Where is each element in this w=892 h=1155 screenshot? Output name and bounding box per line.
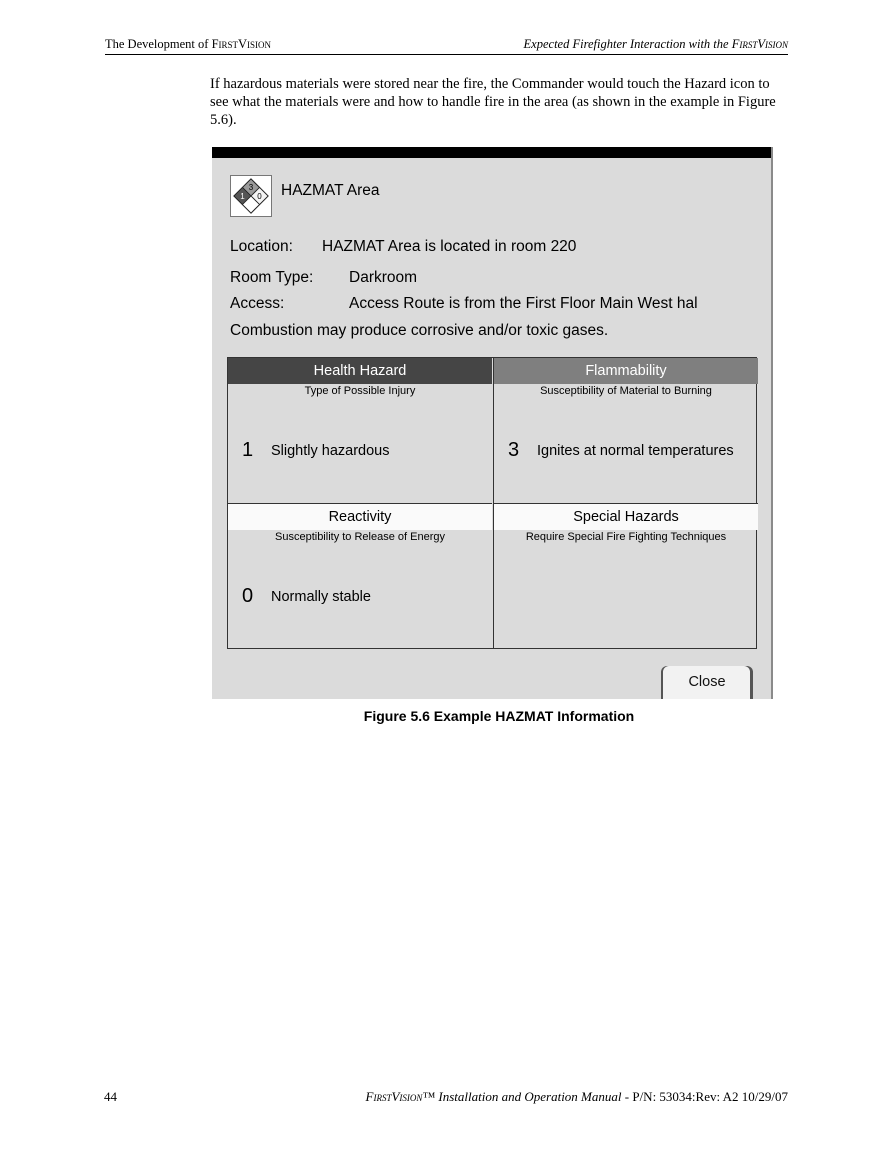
special-hazards-subtitle: Require Special Fire Fighting Techniques: [525, 531, 727, 543]
reactivity-cell: [228, 503, 492, 649]
combustion-note: Combustion may produce corrosive and/or toxic gases.: [230, 322, 609, 339]
special-hazards-cell: [493, 503, 758, 649]
footer-manual-title: [366, 1089, 788, 1105]
hazard-rating-grid: [227, 357, 757, 649]
screen-right-edge: [771, 147, 773, 699]
flammability-description: Ignites at normal temperatures: [537, 443, 734, 459]
icon-reactivity-number: 0: [257, 192, 262, 201]
icon-health-number: 1: [240, 192, 245, 201]
close-button[interactable]: Close: [661, 666, 753, 699]
flammability-rating: 3: [508, 439, 520, 461]
room-type-value: Darkroom: [349, 269, 418, 286]
footer-part-number: - P/N: 53034:Rev: A2 10/29/07: [621, 1089, 788, 1104]
special-hazards-header: Special Hazards: [494, 504, 758, 530]
hazmat-area-title: HAZMAT Area: [281, 182, 380, 199]
header-left-prefix: The Development of: [105, 37, 212, 51]
footer-title-rest: Installation and Operation Manual: [435, 1089, 622, 1104]
header-right-prefix: Expected Firefighter Interaction with the: [523, 37, 732, 51]
running-header: [105, 36, 788, 55]
flammability-subtitle: Susceptibility of Material to Burning: [540, 385, 712, 397]
health-hazard-subtitle: Type of Possible Injury: [304, 385, 416, 397]
health-hazard-header: Health Hazard: [228, 358, 492, 384]
page-number: 44: [104, 1089, 117, 1104]
intro-paragraph: If hazardous materials were stored near the fire, the Commander would touch the Hazard icon to see what the materials were and how to handle fire in the area (as shown in the example in Figure 5.6).: [210, 76, 776, 128]
room-type-label: Room Type:: [230, 269, 314, 286]
figure-caption: Figure 5.6 Example HAZMAT Information: [363, 708, 635, 724]
footer-tm: ™: [422, 1089, 436, 1104]
location-label: Location:: [230, 238, 293, 255]
flammability-header: Flammability: [494, 358, 758, 384]
reactivity-description: Normally stable: [271, 589, 371, 605]
screen-top-bar: [212, 147, 771, 158]
reactivity-rating: 0: [242, 585, 254, 607]
header-left: [105, 37, 271, 52]
health-hazard-cell: [228, 358, 492, 503]
access-label: Access:: [230, 295, 285, 312]
access-value: Access Route is from the First Floor Main West hal: [349, 295, 698, 312]
health-description: Slightly hazardous: [271, 443, 390, 459]
header-right-brand: FirstVision: [731, 37, 788, 51]
header-left-brand: FirstVision: [211, 37, 272, 51]
hazmat-diamond-icon: [230, 175, 272, 217]
location-value: HAZMAT Area is located in room 220: [322, 238, 577, 255]
health-rating: 1: [242, 439, 254, 461]
icon-flammability-number: 3: [248, 183, 254, 192]
reactivity-header: Reactivity: [228, 504, 492, 530]
footer-brand: FirstVision: [365, 1089, 423, 1104]
hazmat-screen: [212, 147, 773, 699]
header-right: [524, 37, 788, 52]
reactivity-subtitle: Susceptibility to Release of Energy: [275, 531, 445, 543]
flammability-cell: [493, 358, 758, 503]
